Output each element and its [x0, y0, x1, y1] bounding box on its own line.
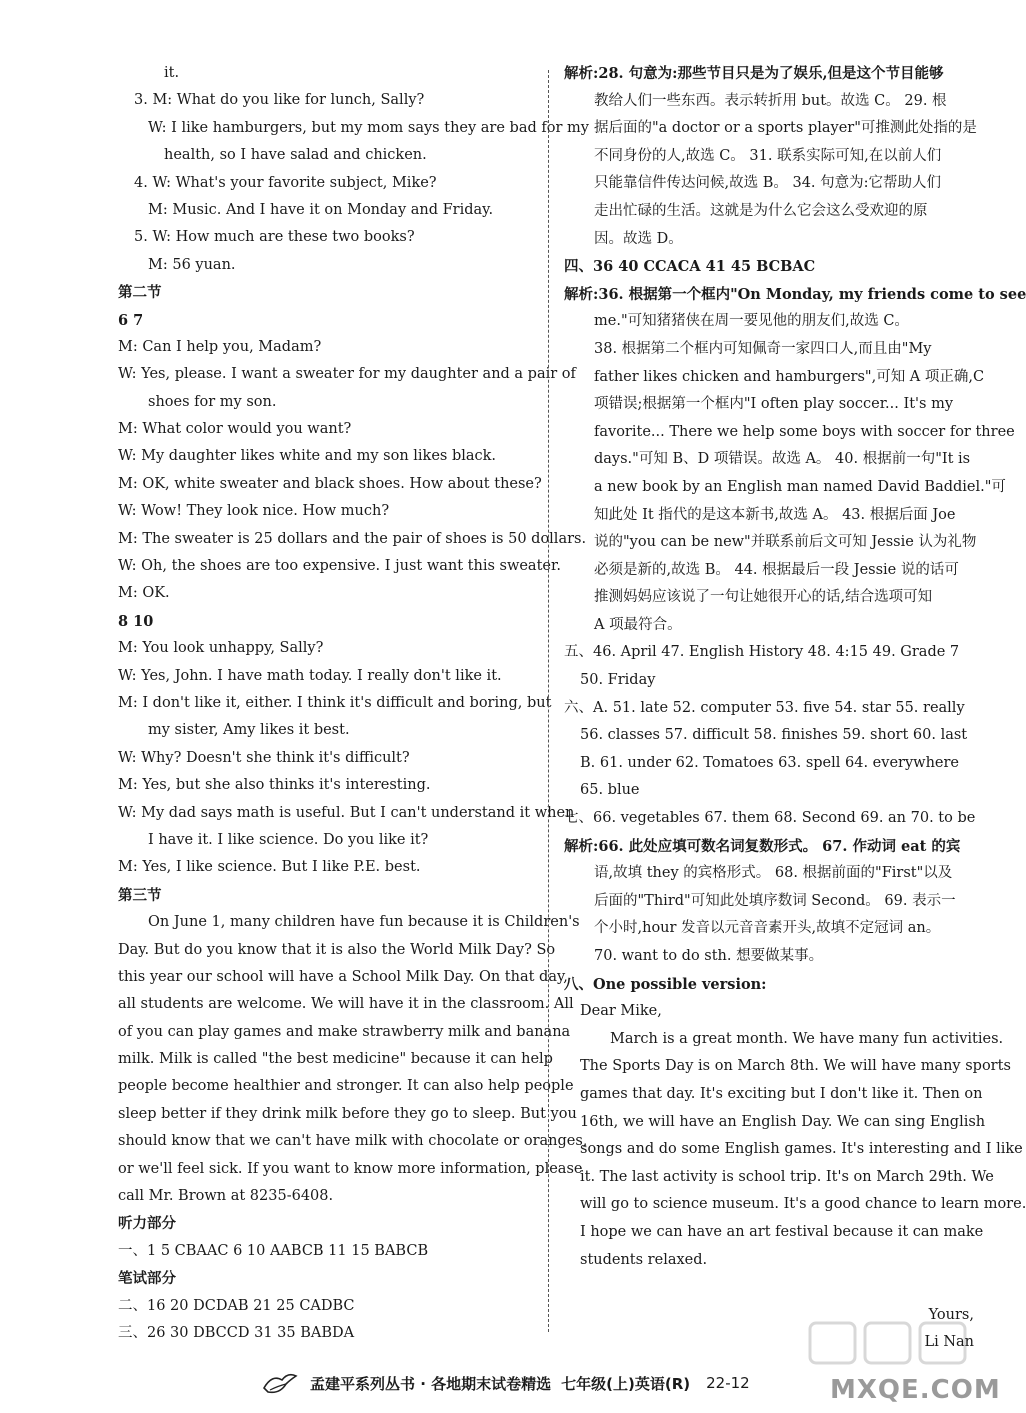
left-text-line: milk. Milk is called "the best medicine" because it can help [118, 1051, 553, 1068]
left-text-line: W: Wow! They look nice. How much? [118, 503, 390, 520]
right-text-line: 六、A. 51. late 52. computer 53. five 54. star 55. really [564, 699, 965, 716]
right-text-line: 50. Friday [580, 672, 656, 689]
right-text-line: days."可知 B、D 项错误。故选 A。 40. 根据前一句"It is [594, 451, 971, 468]
left-text-line: M: Can I help you, Madam? [118, 338, 322, 355]
left-text-line: 第三节 [118, 886, 162, 904]
left-text-line: sleep better if they drink milk before they go to sleep. But you [118, 1105, 577, 1122]
page-number: 22-12 [706, 1374, 750, 1392]
left-text-line: W: My daughter likes white and my son likes black. [118, 448, 497, 465]
right-text-line: 因。故选 D。 [594, 230, 683, 247]
right-text-line: favorite... There we help some boys with soccer for three [594, 423, 1015, 440]
left-text-line: W: My dad says math is useful. But I can't understand it when [118, 804, 575, 821]
left-column [118, 60, 589, 1347]
bird-logo-icon [260, 1368, 300, 1398]
left-text-line: 笔试部分 [118, 1270, 176, 1288]
right-text-line: 说的"you can be new"并联系前后文可知 Jessie 认为礼物 [594, 534, 977, 551]
right-text-line: 八、One possible version: [564, 975, 767, 993]
left-text-line: M: What color would you want? [118, 421, 352, 438]
left-text-line: 三、26 30 DBCCD 31 35 BABDA [118, 1324, 355, 1341]
left-text-line: it. [164, 65, 180, 81]
left-text-line: M: Music. And I have it on Monday and Friday. [148, 201, 494, 218]
left-text-line: my sister, Amy likes it best. [148, 722, 350, 739]
left-text-line: I have it. I like science. Do you like it? [148, 831, 429, 848]
right-text-line: 走出忙碌的生活。这就是为什么它会这么受欢迎的原 [594, 202, 928, 219]
series-title: 孟建平系列丛书 · 各地期末试卷精选 [310, 1374, 552, 1393]
right-column [564, 60, 1026, 1357]
left-text-line: W: Yes, please. I want a sweater for my daughter and a pair of [118, 366, 576, 383]
left-text-line: M: I don't like it, either. I think it's difficult and boring, but [118, 694, 552, 711]
left-text-line: or we'll feel sick. If you want to know more information, please [118, 1160, 583, 1177]
left-text-line: M: You look unhappy, Sally? [118, 640, 324, 657]
right-text-line: 解析:66. 此处应填可数名词复数形式。 67. 作动词 eat 的宾 [564, 837, 961, 855]
left-text-line: M: The sweater is 25 dollars and the pair of shoes is 50 dollars. [118, 530, 587, 547]
right-text-line [564, 1274, 974, 1302]
right-text-line: 七、66. vegetables 67. them 68. Second 69. an 70. to be [564, 810, 976, 827]
right-text-line: 只能靠信件传达问候,故选 B。 34. 句意为:它帮助人们 [594, 175, 942, 192]
page-footer [260, 1368, 820, 1398]
right-text-line: 必须是新的,故选 B。 44. 根据最后一段 Jessie 说的话可 [594, 561, 959, 578]
left-text-line: M: 56 yuan. [148, 256, 236, 273]
left-text-line: 二、16 20 DCDAB 21 25 CADBC [118, 1297, 355, 1314]
left-text-line: 一、1 5 CBAAC 6 10 AABCB 11 15 BABCB [118, 1242, 429, 1259]
right-text-line: 70. want to do sth. 想要做某事。 [594, 948, 824, 964]
right-text-line: 教给人们一些东西。表示转折用 but。故选 C。 29. 根 [594, 92, 947, 109]
grade-subject: 七年级(上)英语(R) [561, 1374, 691, 1393]
left-text-line: should know that we can't have milk with chocolate or oranges, [118, 1133, 588, 1150]
left-text-line: 5. W: How much are these two books? [134, 229, 415, 246]
watermark-text: MXQE.COM [830, 1375, 1001, 1405]
left-text-line: 4. W: What's your favorite subject, Mike? [134, 174, 437, 191]
right-text-line: Li Nan [924, 1334, 974, 1351]
right-text-line: The Sports Day is on March 8th. We will have many sports [580, 1058, 1011, 1075]
right-text-line: B. 61. under 62. Tomatoes 63. spell 64. everywhere [580, 754, 959, 771]
right-text-line: 不同身份的人,故选 C。 31. 联系实际可知,在以前人们 [594, 147, 942, 164]
right-text-line: 五、46. April 47. English History 48. 4:15 49. Grade 7 [564, 644, 960, 661]
right-text-line: I hope we can have an art festival because it can make [580, 1223, 984, 1240]
left-text-line: W: Yes, John. I have math today. I really don't like it. [118, 667, 502, 684]
right-text-line: 16th, we will have an English Day. We can sing English [580, 1113, 986, 1130]
left-text-line: this year our school will have a School Milk Day. On that day, [118, 968, 568, 985]
left-text-line: On June 1, many children have fun because it is Children's [148, 914, 580, 931]
right-text-line: will go to science museum. It's a good chance to learn more. [580, 1196, 1026, 1213]
right-text-line: 据后面的"a doctor or a sports player"可推测此处指的是 [594, 120, 977, 137]
right-text-line: 推测妈妈应该说了一句让她很开心的话,结合选项可知 [594, 589, 933, 606]
right-text-line: 后面的"Third"可知此处填序数词 Second。 69. 表示一 [594, 892, 956, 909]
right-text-line: March is a great month. We have many fun activities. [610, 1030, 1004, 1047]
right-text-line: games that day. It's exciting but I don't like it. Then on [580, 1085, 983, 1102]
right-text-line: me."可知猪猪侠在周一要见他的朋友们,故选 C。 [594, 313, 909, 330]
right-text-line: Dear Mike, [580, 1003, 662, 1020]
right-text-line: 知此处 It 指代的是这本新书,故选 A。 43. 根据后面 Joe [594, 506, 956, 523]
left-text-line: shoes for my son. [148, 393, 277, 410]
left-text-line: 第二节 [118, 284, 162, 302]
right-text-line: songs and do some English games. It's interesting and I like [580, 1141, 1023, 1158]
right-text-line: 56. classes 57. difficult 58. finishes 59. short 60. last [580, 727, 968, 744]
left-text-line: 3. M: What do you like for lunch, Sally? [134, 92, 425, 109]
left-text-line: W: Why? Doesn't she think it's difficult? [118, 749, 410, 766]
left-text-line: W: Oh, the shoes are too expensive. I just want this sweater. [118, 558, 561, 575]
right-text-line: 四、36 40 CCACA 41 45 BCBAC [564, 258, 816, 276]
left-text-line: all students are welcome. We will have it in the classroom. All [118, 996, 574, 1013]
left-text-line: health, so I have salad and chicken. [164, 147, 427, 164]
left-text-line: M: OK. [118, 585, 170, 602]
left-text-line: 6 7 [118, 311, 144, 329]
left-text-line: of you can play games and make strawberry milk and banana [118, 1023, 571, 1040]
left-text-line: M: Yes, I like science. But I like P.E. best. [118, 859, 421, 876]
right-text-line: 解析:36. 根据第一个框内"On Monday, my friends come to see [564, 285, 1026, 303]
right-text-line: a new book by an English man named David Baddiel."可 [594, 478, 1006, 495]
left-text-line: W: I like hamburgers, but my mom says they are bad for my [148, 119, 589, 136]
left-text-line: Day. But do you know that it is also the World Milk Day? So [118, 941, 556, 958]
left-text-line: call Mr. Brown at 8235-6408. [118, 1188, 334, 1205]
right-text-line: 语,故填 they 的宾格形式。 68. 根据前面的"First"以及 [594, 865, 953, 882]
left-text-line: people become healthier and stronger. It can also help people [118, 1078, 574, 1095]
right-text-line: 项错误;根据第一个框内"I often play soccer... It's my [594, 396, 954, 413]
right-text-line: Yours, [928, 1306, 974, 1323]
right-text-line: students relaxed. [580, 1251, 708, 1268]
right-text-line: A 项最符合。 [594, 616, 682, 633]
right-text-line: 65. blue [580, 782, 640, 799]
right-text-line: 38. 根据第二个框内可知佩奇一家四口人,而且由"My [594, 340, 932, 357]
column-divider [548, 70, 549, 1332]
left-text-line: M: OK, white sweater and black shoes. How about these? [118, 475, 542, 492]
right-text-line: 解析:28. 句意为:那些节目只是为了娱乐,但是这个节目能够 [564, 65, 944, 82]
left-text-line: M: Yes, but she also thinks it's interesting. [118, 777, 431, 794]
right-text-line: 个小时,hour 发音以元音音素开头,故填不定冠词 an。 [594, 920, 941, 937]
right-text-line: it. The last activity is school trip. It's on March 29th. We [580, 1168, 994, 1185]
left-text-line: 听力部分 [118, 1215, 176, 1233]
left-text-line: 8 10 [118, 612, 154, 630]
right-text-line: father likes chicken and hamburgers",可知 A 项正确,C [594, 368, 985, 385]
